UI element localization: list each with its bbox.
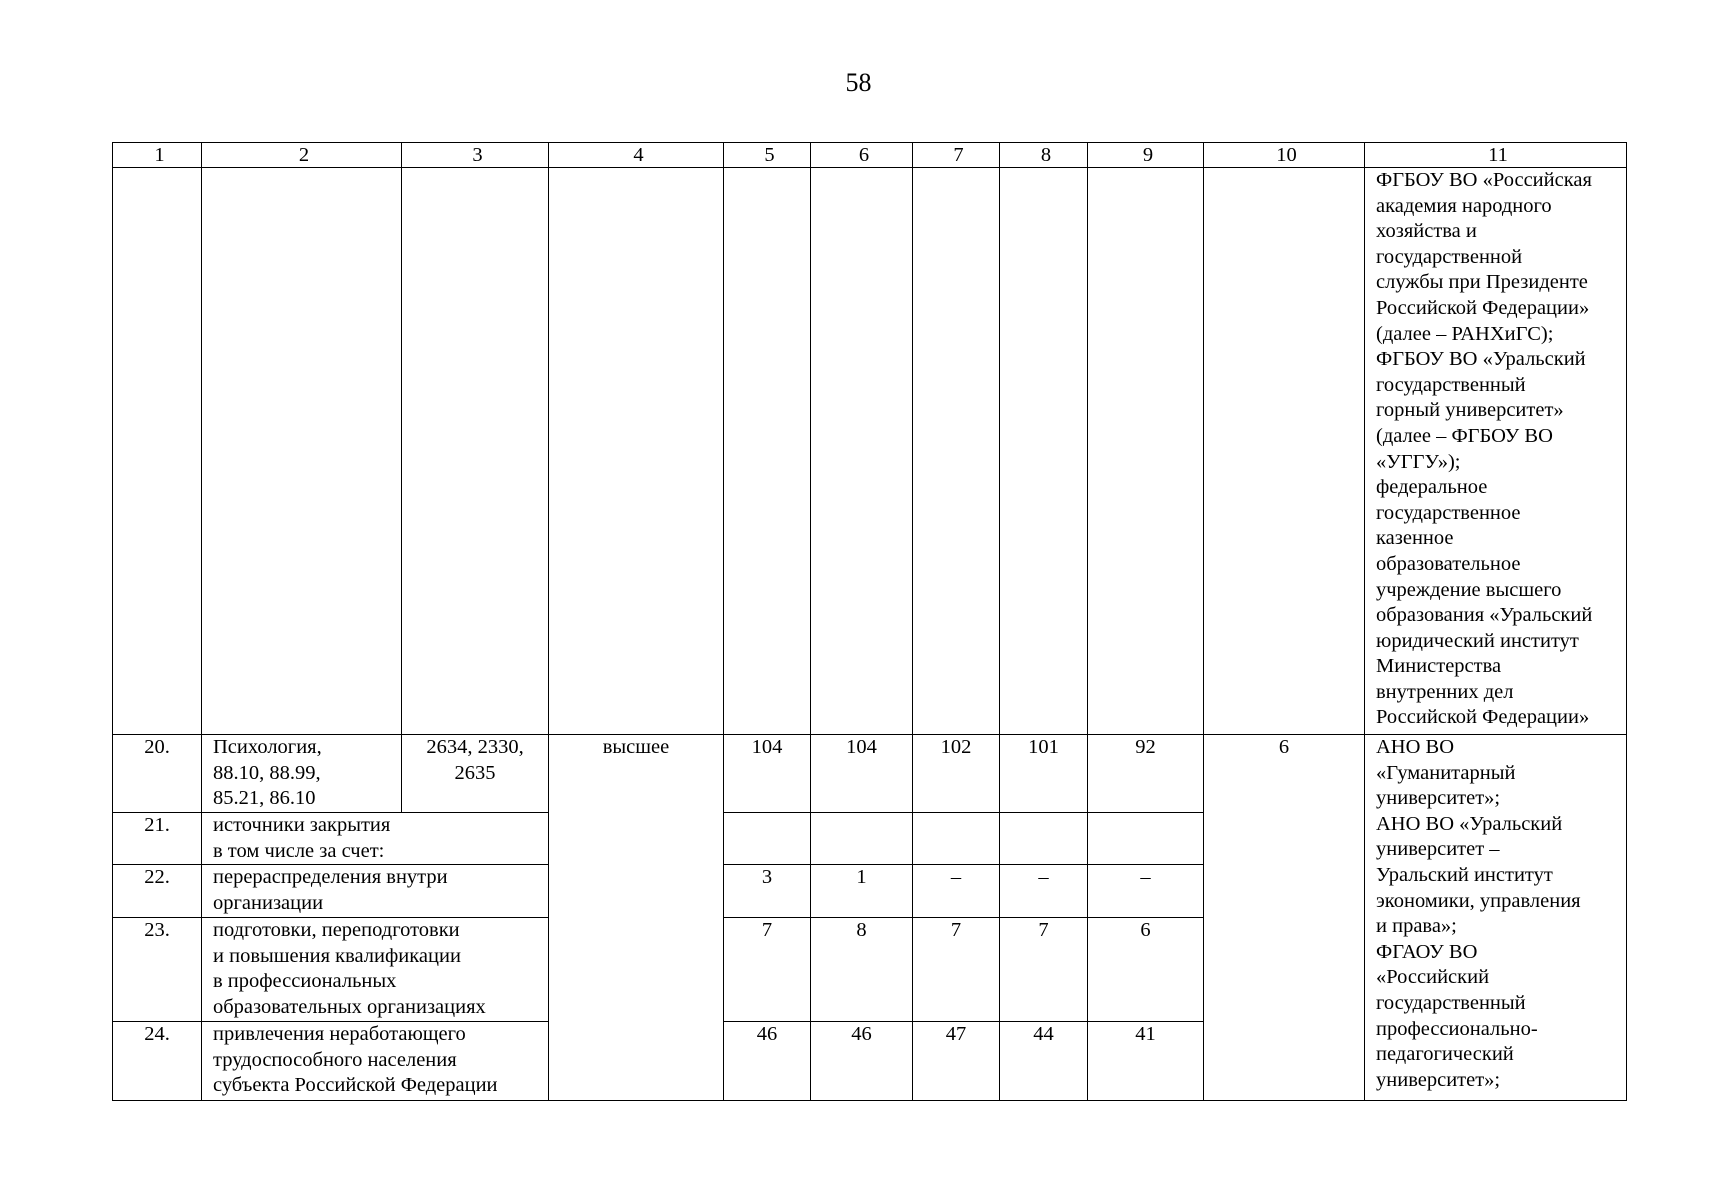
column-header: 3 bbox=[402, 143, 549, 168]
value-cell: – bbox=[1000, 865, 1088, 918]
forecast-table bbox=[112, 142, 1627, 1101]
column-number-row bbox=[113, 143, 1627, 168]
column-header: 8 bbox=[1000, 143, 1088, 168]
column-header: 10 bbox=[1204, 143, 1365, 168]
row-number: 22. bbox=[113, 865, 202, 918]
organizations-cell: ФГБОУ ВО «Российская академия народного хозяйства и государственной службы при Президенте Российской Федерации» (далее – РАНХиГС); ФГБОУ ВО «Уральский государственный горный университет» (далее – ФГБОУ ВО «УГГУ»); федеральное государственное казенное образовательное учреждение высшего образования «Уральский юридический институт Министерства внутренних дел Российской Федерации» bbox=[1365, 168, 1627, 735]
value-cell: 104 bbox=[724, 735, 811, 813]
row-number: 21. bbox=[113, 813, 202, 865]
value-cell: – bbox=[1088, 865, 1204, 918]
value-cell: 47 bbox=[913, 1022, 1000, 1101]
profession-name: Психология, 88.10, 88.99, 85.21, 86.10 bbox=[202, 735, 402, 813]
value-cell: 101 bbox=[1000, 735, 1088, 813]
value-cell bbox=[724, 813, 811, 865]
column-header: 7 bbox=[913, 143, 1000, 168]
page-number: 58 bbox=[845, 68, 872, 97]
value-cell bbox=[1088, 813, 1204, 865]
value-cell: 8 bbox=[811, 918, 913, 1022]
value-cell bbox=[913, 813, 1000, 865]
column-header: 1 bbox=[113, 143, 202, 168]
value-cell bbox=[811, 813, 913, 865]
row-number: 23. bbox=[113, 918, 202, 1022]
column-header: 2 bbox=[202, 143, 402, 168]
profession-codes: 2634, 2330, 2635 bbox=[402, 735, 549, 813]
value-cell: – bbox=[913, 865, 1000, 918]
row-label: источники закрытия в том числе за счет: bbox=[202, 813, 549, 865]
value-cell: 7 bbox=[724, 918, 811, 1022]
value-cell: 44 bbox=[1000, 1022, 1088, 1101]
value-cell: 104 bbox=[811, 735, 913, 813]
value-cell: 1 bbox=[811, 865, 913, 918]
value-cell bbox=[1000, 813, 1088, 865]
organizations-cell: АНО ВО «Гуманитарный университет»; АНО ВО «Уральский университет – Уральский институт экономики, управления и права»; ФГАОУ ВО «Российский государственный профессионально- педагогический университет»; bbox=[1365, 735, 1627, 1101]
value-cell: 7 bbox=[1000, 918, 1088, 1022]
value-cell: 6 bbox=[1088, 918, 1204, 1022]
value-cell: 92 bbox=[1088, 735, 1204, 813]
column-header: 5 bbox=[724, 143, 811, 168]
row-number: 24. bbox=[113, 1022, 202, 1101]
value-cell: 7 bbox=[913, 918, 1000, 1022]
column-header: 9 bbox=[1088, 143, 1204, 168]
value-cell: 41 bbox=[1088, 1022, 1204, 1101]
column-10-value: 6 bbox=[1204, 735, 1365, 1101]
education-level: высшее bbox=[549, 735, 724, 1101]
value-cell: 46 bbox=[811, 1022, 913, 1101]
column-header: 4 bbox=[549, 143, 724, 168]
row-label: подготовки, переподготовки и повышения квалификации в профессиональных образовательных организациях bbox=[202, 918, 549, 1022]
column-header: 11 bbox=[1365, 143, 1627, 168]
row-number: 20. bbox=[113, 735, 202, 813]
continued-row bbox=[113, 168, 1627, 735]
table-row bbox=[113, 735, 1627, 813]
row-label: перераспределения внутри организации bbox=[202, 865, 549, 918]
value-cell: 46 bbox=[724, 1022, 811, 1101]
row-label: привлечения неработающего трудоспособного населения субъекта Российской Федерации bbox=[202, 1022, 549, 1101]
column-header: 6 bbox=[811, 143, 913, 168]
value-cell: 102 bbox=[913, 735, 1000, 813]
value-cell: 3 bbox=[724, 865, 811, 918]
